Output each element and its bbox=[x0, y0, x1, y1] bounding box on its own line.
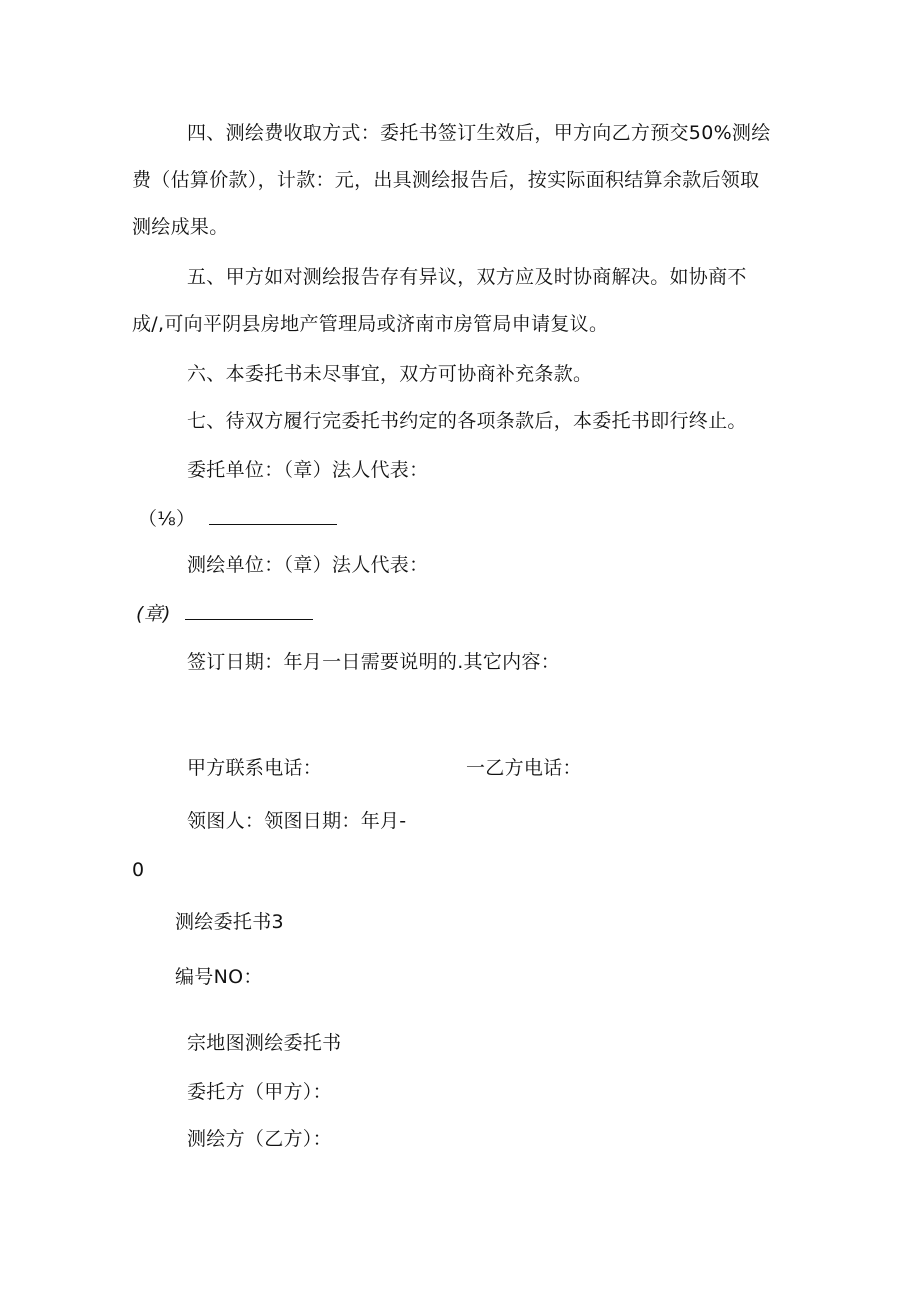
client-seal-mark: （⅛） bbox=[138, 508, 196, 530]
next-doc-title: 测绘委托书3 bbox=[175, 911, 284, 933]
sign-date-label: 签订日期：年月一日需要说明的.其它内容： bbox=[187, 651, 561, 673]
clause-5-line-1: 五、甲方如对测绘报告存有异议，双方应及时协商解决。如协商不 bbox=[187, 266, 747, 288]
next-doc-subtitle: 宗地图测绘委托书 bbox=[187, 1032, 342, 1054]
survey-signature-row bbox=[136, 601, 313, 626]
party-a-phone-label: 甲方联系电话： bbox=[187, 757, 323, 779]
survey-unit-label: 测绘单位：（章）法人代表： bbox=[187, 554, 429, 576]
next-doc-number: 编号NO： bbox=[175, 966, 263, 988]
clause-6: 六、本委托书未尽事宜，双方可协商补充条款。 bbox=[187, 363, 593, 385]
pickup-label: 领图人：领图日期：年月- bbox=[187, 810, 407, 832]
stray-zero: 0 bbox=[132, 859, 145, 881]
clause-4-line-1: 四、测绘费收取方式：委托书签订生效后，甲方向乙方预交50%测绘 bbox=[187, 122, 771, 144]
client-signature-row bbox=[138, 506, 337, 531]
survey-signature-line bbox=[185, 601, 313, 620]
party-b-phone-label: 一乙方电话： bbox=[466, 757, 582, 779]
clause-4-line-2: 费（估算价款），计款：元，出具测绘报告后，按实际面积结算余款后领取 bbox=[132, 169, 760, 191]
clause-7: 七、待双方履行完委托书约定的各项条款后，本委托书即行终止。 bbox=[187, 410, 747, 432]
clause-5-line-2: 成/,可向平阴县房地产管理局或济南市房管局申请复议。 bbox=[132, 313, 609, 335]
client-party-label: 委托方（甲方）： bbox=[187, 1081, 332, 1103]
survey-seal-mark: (章) bbox=[136, 603, 171, 625]
client-signature-line bbox=[209, 506, 337, 525]
surveyor-party-label: 测绘方（乙方）： bbox=[187, 1128, 332, 1150]
clause-4-line-3: 测绘成果。 bbox=[132, 216, 229, 238]
client-unit-label: 委托单位：（章）法人代表： bbox=[187, 459, 429, 481]
